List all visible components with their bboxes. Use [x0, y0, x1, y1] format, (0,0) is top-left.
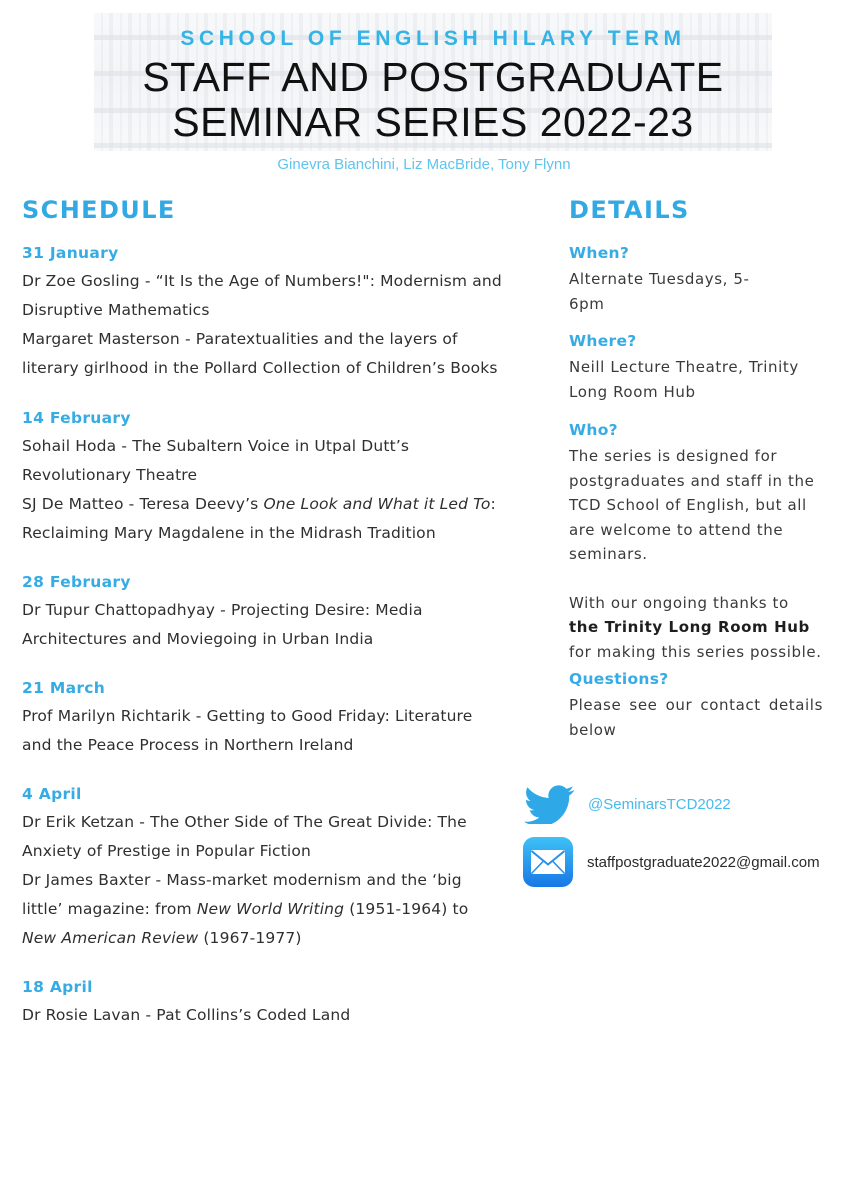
questions-label: Questions? — [569, 670, 669, 688]
banner-title-line2: SEMINAR SERIES 2022-23 — [172, 99, 694, 145]
email-contact[interactable] — [523, 837, 820, 887]
header-banner — [94, 13, 772, 151]
event-date: 28 February — [22, 573, 131, 591]
thanks-text: With our ongoing thanks to the Trinity Long Room Hub for making this series possible. — [569, 593, 822, 661]
schedule-event — [22, 571, 502, 654]
schedule-event — [22, 242, 502, 383]
talk-title: Sohail Hoda - The Subaltern Voice in Utpal Dutt’s Revolutionary Theatre — [22, 437, 410, 484]
who-label: Who? — [569, 421, 618, 439]
schedule-event — [22, 677, 502, 760]
event-date: 18 April — [22, 978, 93, 996]
when-label: When? — [569, 244, 630, 262]
talk-title: Dr Erik Ketzan - The Other Side of The Great Divide: The Anxiety of Prestige in Popular Fiction — [22, 813, 467, 860]
who-text: The series is designed for postgraduates and staff in the TCD School of English, but all are welcome to attend the seminars. — [569, 447, 815, 563]
event-talks — [22, 267, 502, 383]
thanks-organisation: the Trinity Long Room Hub — [569, 618, 810, 636]
talk-title: Dr Rosie Lavan - Pat Collins’s Coded Land — [22, 1006, 351, 1024]
schedule-event — [22, 783, 502, 953]
event-talks — [22, 808, 502, 953]
where-label: Where? — [569, 332, 637, 350]
where-text: Neill Lecture Theatre, Trinity Long Room Hub — [569, 358, 799, 401]
mail-envelope-icon — [523, 837, 573, 887]
talk-title: Margaret Masterson - Paratextualities and the layers of literary girlhood in the Pollard Collection of Children’s Books — [22, 330, 498, 377]
event-talks — [22, 596, 502, 654]
organisers-line: Ginevra Bianchini, Liz MacBride, Tony Flynn — [277, 156, 571, 173]
banner-title-line1: STAFF AND POSTGRADUATE — [142, 54, 724, 100]
details-heading: DETAILS — [569, 196, 690, 224]
schedule-heading: SCHEDULE — [22, 196, 176, 224]
banner-title — [94, 55, 772, 145]
talk-title: SJ De Matteo - Teresa Deevy’s One Look and What it Led To: Reclaiming Mary Magdalene in the Midrash Tradition — [22, 495, 496, 542]
event-talks — [22, 432, 502, 548]
event-date: 21 March — [22, 679, 106, 697]
talk-title: Dr Zoe Gosling - “It Is the Age of Numbers!": Modernism and Disruptive Mathematics — [22, 272, 502, 319]
email-address[interactable]: staffpostgraduate2022@gmail.com — [587, 853, 820, 871]
event-talks — [22, 702, 502, 760]
talk-title: Dr James Baxter - Mass-market modernism and the ‘big little’ magazine: from New World Writing (1951-1964) to New American Review (1967-1977) — [22, 871, 469, 947]
talk-title: Dr Tupur Chattopadhyay - Projecting Desire: Media Architectures and Moviegoing in Urban India — [22, 601, 423, 648]
schedule-event — [22, 407, 502, 548]
banner-kicker: SCHOOL OF ENGLISH HILARY TERM — [180, 27, 686, 50]
event-date: 31 January — [22, 244, 119, 262]
twitter-bird-icon — [524, 784, 576, 824]
schedule-event — [22, 976, 502, 1030]
talk-title: Prof Marilyn Richtarik - Getting to Good Friday: Literature and the Peace Process in Northern Ireland — [22, 707, 473, 754]
twitter-handle[interactable]: @SeminarsTCD2022 — [588, 795, 731, 813]
details-panel — [569, 242, 823, 742]
event-date: 4 April — [22, 785, 82, 803]
twitter-contact[interactable] — [524, 784, 731, 824]
schedule-list — [22, 242, 502, 1030]
event-date: 14 February — [22, 409, 131, 427]
event-talks — [22, 1001, 502, 1030]
when-text: Alternate Tuesdays, 5-6pm — [569, 270, 750, 313]
questions-text: Please see our contact details below — [569, 696, 823, 739]
